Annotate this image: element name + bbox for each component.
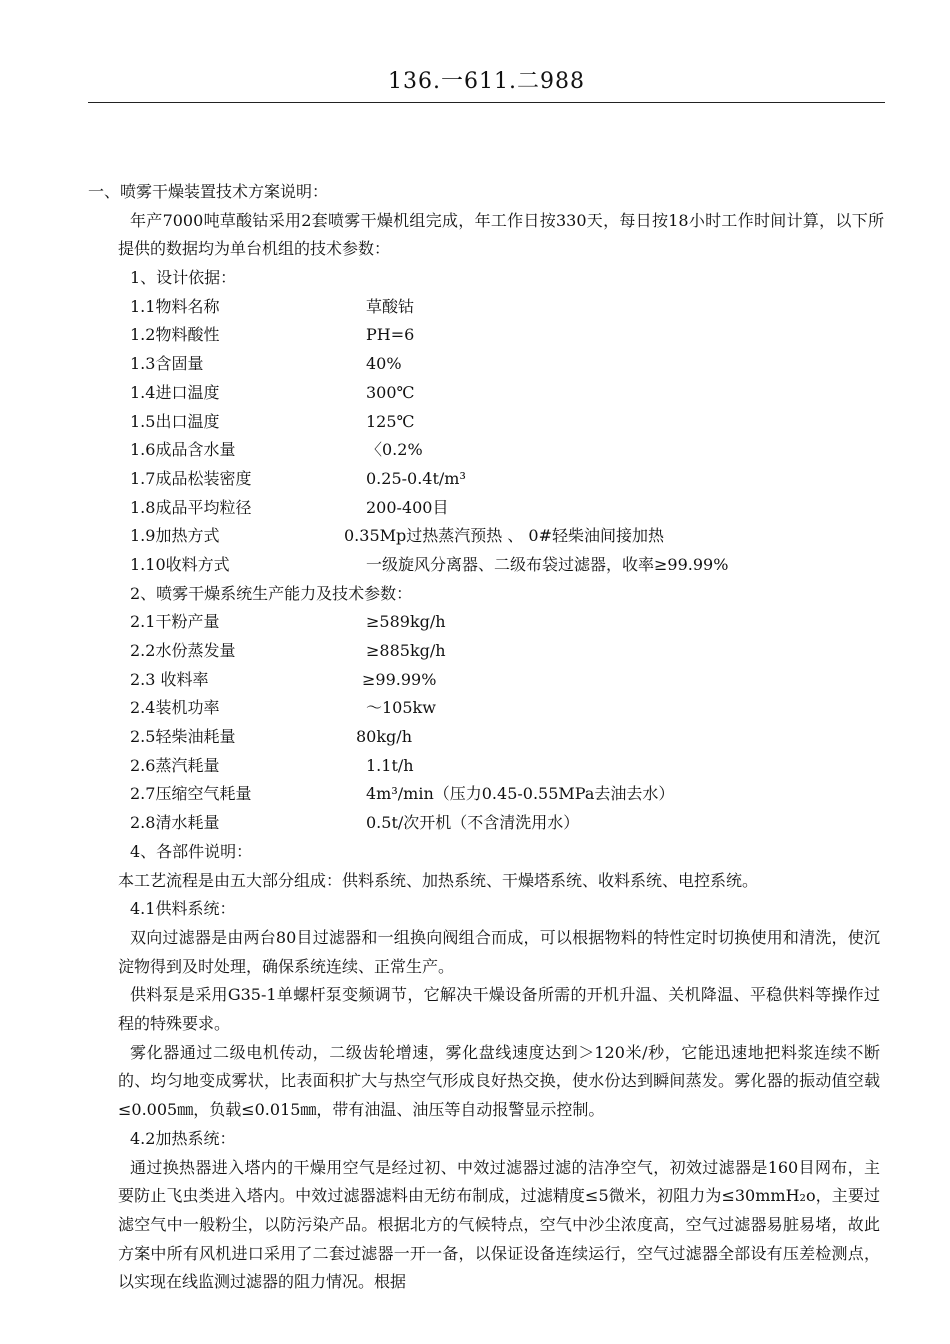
list-item — [118, 637, 880, 666]
param-label: 2.3 收料率 — [130, 669, 209, 689]
param-label: 2.5轻柴油耗量 — [130, 727, 236, 747]
list-item — [118, 551, 880, 580]
heat-text-1: 通过换热器进入塔内的干燥用空气是经过初、中效过滤器过滤的洁净空气，初效过滤器是160目网布，主要防止飞虫类进入塔内。中效过滤器滤料由无纺布制成，过滤精度≤5微米，初阻力为≤30mmH₂o，主要过滤空气中一般粉尘，以防污染产品。根据北方的气候特点，空气中沙尘浓度高，空气过滤器易脏易堵，故此方案中所有风机进口采用了二套过滤器一开一备，以保证设备连续运行，空气过滤器全部设有压差检测点，以实现在线监测过滤器的阻力情况。根据 — [118, 1157, 880, 1292]
param-value: 0.25-0.4t/m³ — [366, 468, 466, 488]
param-value: 1.1t/h — [366, 755, 414, 775]
param-value: 40% — [366, 354, 402, 374]
section-title: 一、喷雾干燥装置技术方案说明： — [88, 182, 329, 201]
intro-text: 年产7000吨草酸钴采用2套喷雾干燥机组完成，年工作日按330天，每日按18小时工作时间计算，以下所提供的数据均为单台机组的技术参数： — [118, 210, 884, 259]
param-value: ≥99.99% — [362, 669, 437, 689]
heat-paragraph-1 — [118, 1154, 880, 1298]
param-value: 0.5t/次开机（不含清洗用水） — [366, 813, 580, 833]
param-label: 1.2物料酸性 — [130, 325, 220, 345]
intro-paragraph — [118, 207, 884, 264]
param-value: 200-400目 — [366, 497, 449, 517]
param-label: 1.10收料方式 — [130, 554, 230, 574]
param-label: 2.7压缩空气耗量 — [130, 784, 252, 804]
list-item — [118, 694, 880, 723]
param-value: 125℃ — [366, 411, 415, 431]
feed-paragraph-3 — [118, 1039, 880, 1125]
param-label: 1.9加热方式 — [130, 526, 220, 546]
param-label: 1.6成品含水量 — [130, 440, 236, 460]
capacity-title: 2、喷雾干燥系统生产能力及技术参数： — [130, 583, 413, 603]
heat-title: 4.2加热系统： — [130, 1128, 236, 1148]
parts-title: 4、各部件说明： — [130, 841, 253, 861]
list-item — [118, 809, 880, 838]
param-value: PH=6 — [366, 325, 415, 345]
list-item — [118, 608, 880, 637]
param-label: 2.8清水耗量 — [130, 813, 220, 833]
list-item — [118, 666, 880, 695]
list-item — [118, 465, 880, 494]
param-label: 1.4进口温度 — [130, 382, 220, 402]
list-item — [118, 780, 880, 809]
param-value: 〈0.2% — [366, 440, 423, 460]
param-value: ～105kw — [366, 698, 436, 718]
capacity-list — [118, 608, 880, 838]
param-label: 1.7成品松装密度 — [130, 468, 252, 488]
param-label: 1.1物料名称 — [130, 296, 220, 316]
document-body — [88, 178, 884, 1297]
param-label: 1.8成品平均粒径 — [130, 497, 252, 517]
feed-text-2: 供料泵是采用G35-1单螺杆泵变频调节，它解决干燥设备所需的开机升温、关机降温、平稳供料等操作过程的特殊要求。 — [118, 985, 880, 1034]
feed-paragraph-2 — [118, 981, 880, 1038]
param-label: 1.5出口温度 — [130, 411, 220, 431]
param-value: 0.35Mp过热蒸汽预热 、 0#轻柴油间接加热 — [344, 526, 665, 546]
list-item — [118, 723, 880, 752]
param-value: 300℃ — [366, 382, 415, 402]
param-label: 2.2水份蒸发量 — [130, 641, 236, 661]
feed-title: 4.1供料系统： — [130, 899, 236, 919]
basis-title: 1、设计依据： — [130, 268, 237, 288]
list-item — [118, 350, 880, 379]
list-item — [118, 436, 880, 465]
param-value: 80kg/h — [356, 727, 412, 747]
param-value: ≥885kg/h — [366, 641, 446, 661]
list-item — [118, 408, 880, 437]
param-label: 2.4装机功率 — [130, 698, 220, 718]
page-header — [88, 62, 885, 103]
list-item — [118, 379, 880, 408]
param-label: 2.6蒸汽耗量 — [130, 755, 220, 775]
parts-intro: 本工艺流程是由五大部分组成：供料系统、加热系统、干燥塔系统、收料系统、电控系统。 — [118, 870, 759, 890]
list-item — [118, 494, 880, 523]
basis-list — [118, 293, 880, 580]
list-item — [118, 752, 880, 781]
feed-text-1: 双向过滤器是由两台80目过滤器和一组换向阀组合而成，可以根据物料的特性定时切换使用和清洗，使沉淀物得到及时处理，确保系统连续、正常生产。 — [118, 927, 880, 976]
list-item — [118, 293, 880, 322]
param-value: 草酸钴 — [366, 296, 415, 316]
param-label: 1.3含固量 — [130, 354, 204, 374]
feed-paragraph-1 — [118, 924, 880, 981]
list-item — [118, 321, 880, 350]
param-value: 4m³/min（压力0.45-0.55MPa去油去水） — [366, 784, 675, 804]
list-item — [118, 522, 880, 551]
param-label: 2.1干粉产量 — [130, 612, 220, 632]
feed-text-3: 雾化器通过二级电机传动，二级齿轮增速，雾化盘线速度达到＞120米/秒，它能迅速地把料浆连续不断的、均匀地变成雾状，比表面积扩大与热空气形成良好热交换，使水份达到瞬间蒸发。雾化器的振动值空载≤0.005㎜，负载≤0.015㎜，带有油温、油压等自动报警显示控制。 — [118, 1042, 880, 1120]
header-text: 136.一611.二988 — [388, 69, 585, 94]
param-value: ≥589kg/h — [366, 612, 446, 632]
param-value: 一级旋风分离器、二级布袋过滤器，收率≥99.99% — [366, 554, 729, 574]
